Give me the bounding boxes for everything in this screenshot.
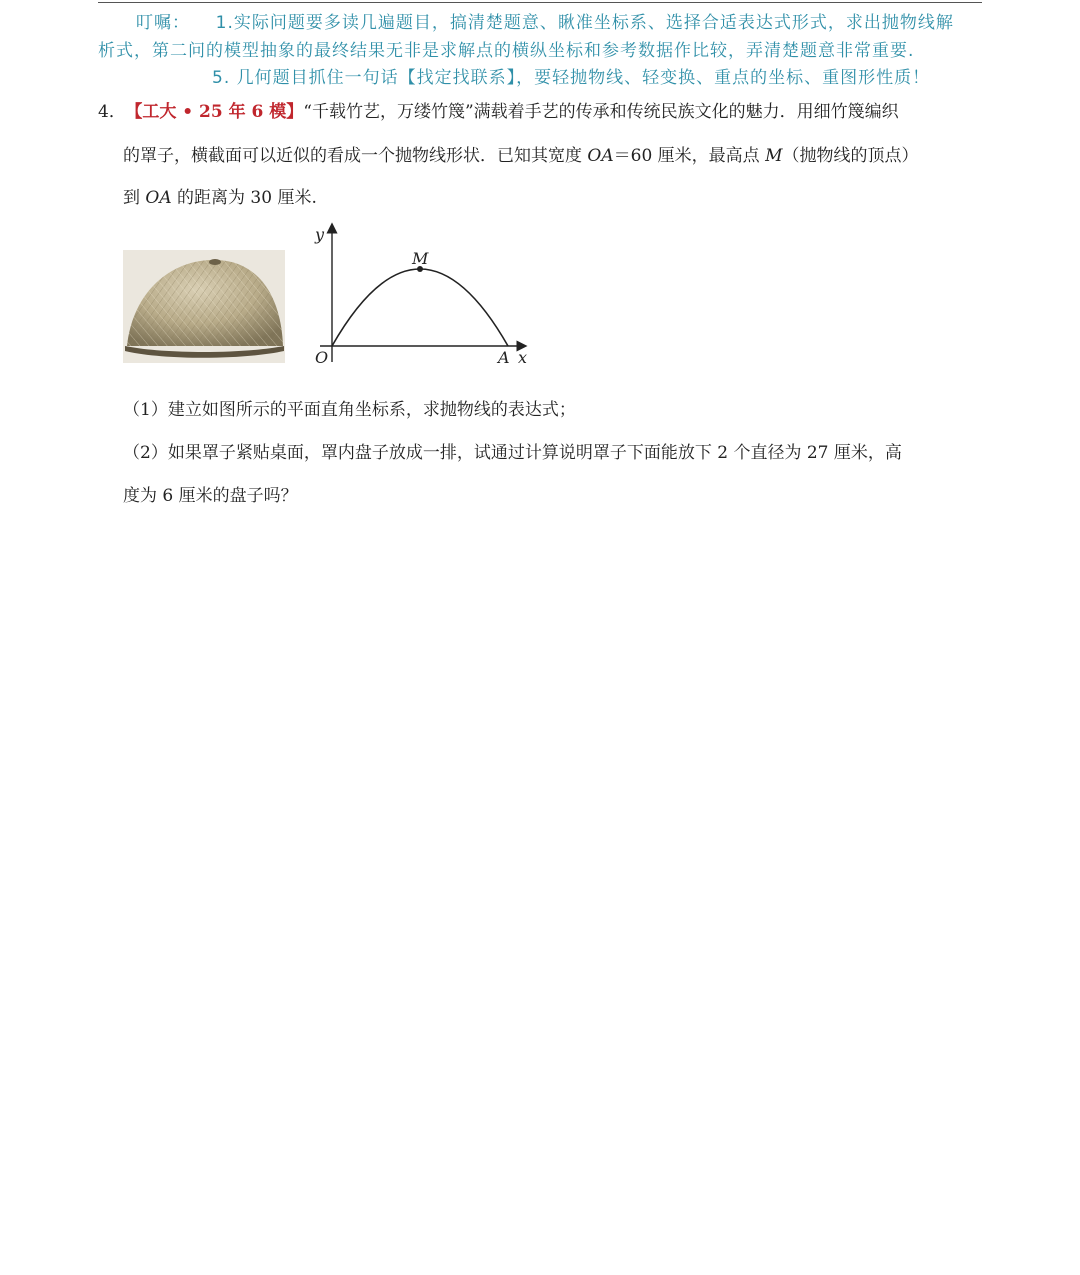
tip-line-3 bbox=[212, 63, 930, 88]
question-text-2b: ＝60 厘米，最高点 bbox=[613, 146, 766, 166]
y-axis-label: y bbox=[315, 225, 325, 244]
segment-oa-label: OA bbox=[587, 146, 614, 166]
x-axis-label: x bbox=[518, 348, 528, 367]
tip-text-2: 析式，第二问的模型抽象的最终结果无非是求解点的横纵坐标和参考数据作比较，弄清楚题意非常重要. bbox=[98, 41, 915, 61]
tip-text-1: 1.实际问题要多读几遍题目，搞清楚题意、瞅准坐标系、选择合适表达式形式，求出抛物线解 bbox=[215, 13, 954, 33]
question-number: 4． bbox=[98, 102, 126, 122]
point-a-label: A bbox=[498, 348, 510, 367]
origin-label: O bbox=[315, 348, 329, 367]
subquestion-1: （1）建立如图所示的平面直角坐标系，求抛物线的表达式； bbox=[123, 400, 576, 420]
question-line-3 bbox=[123, 183, 317, 208]
question-line-2 bbox=[123, 141, 919, 166]
top-rule bbox=[98, 2, 982, 3]
subquestion-2-line-2: 度为 6 厘米的盘子吗？ bbox=[123, 486, 298, 506]
point-m-label: M bbox=[765, 146, 783, 166]
tip-prefix: 叮嘱： bbox=[136, 13, 190, 33]
question-text-3a: 到 bbox=[123, 188, 146, 208]
question-source: 【工大 • 25 年 6 模】 bbox=[133, 102, 304, 122]
question-text-2a: 的罩子，横截面可以近似的看成一个抛物线形状．已知其宽度 bbox=[123, 146, 588, 166]
segment-oa-label-2: OA bbox=[145, 188, 172, 208]
question-line-1 bbox=[98, 97, 899, 122]
parabola-graph bbox=[300, 222, 540, 372]
tip-line-1 bbox=[136, 8, 954, 33]
question-text-2c: （抛物线的顶点） bbox=[782, 146, 919, 166]
question-text-3b: 的距离为 30 厘米. bbox=[171, 188, 317, 208]
bamboo-cover-photo bbox=[123, 250, 285, 363]
subquestion-2-line-1: （2）如果罩子紧贴桌面，罩内盘子放成一排，试通过计算说明罩子下面能放下 2 个直径为 27 厘米，高 bbox=[123, 443, 902, 463]
question-text-1: “千载竹艺，万缕竹篾”满载着手艺的传承和传统民族文化的魅力．用细竹篾编织 bbox=[303, 102, 899, 122]
parabola-curve bbox=[332, 269, 508, 346]
tip-line-2 bbox=[98, 36, 914, 61]
point-m-graph-label: M bbox=[412, 249, 429, 268]
tip-text-3: 5. 几何题目抓住一句话【找定找联系】，要轻抛物线、轻变换、重点的坐标、重图形性质！ bbox=[212, 68, 931, 88]
